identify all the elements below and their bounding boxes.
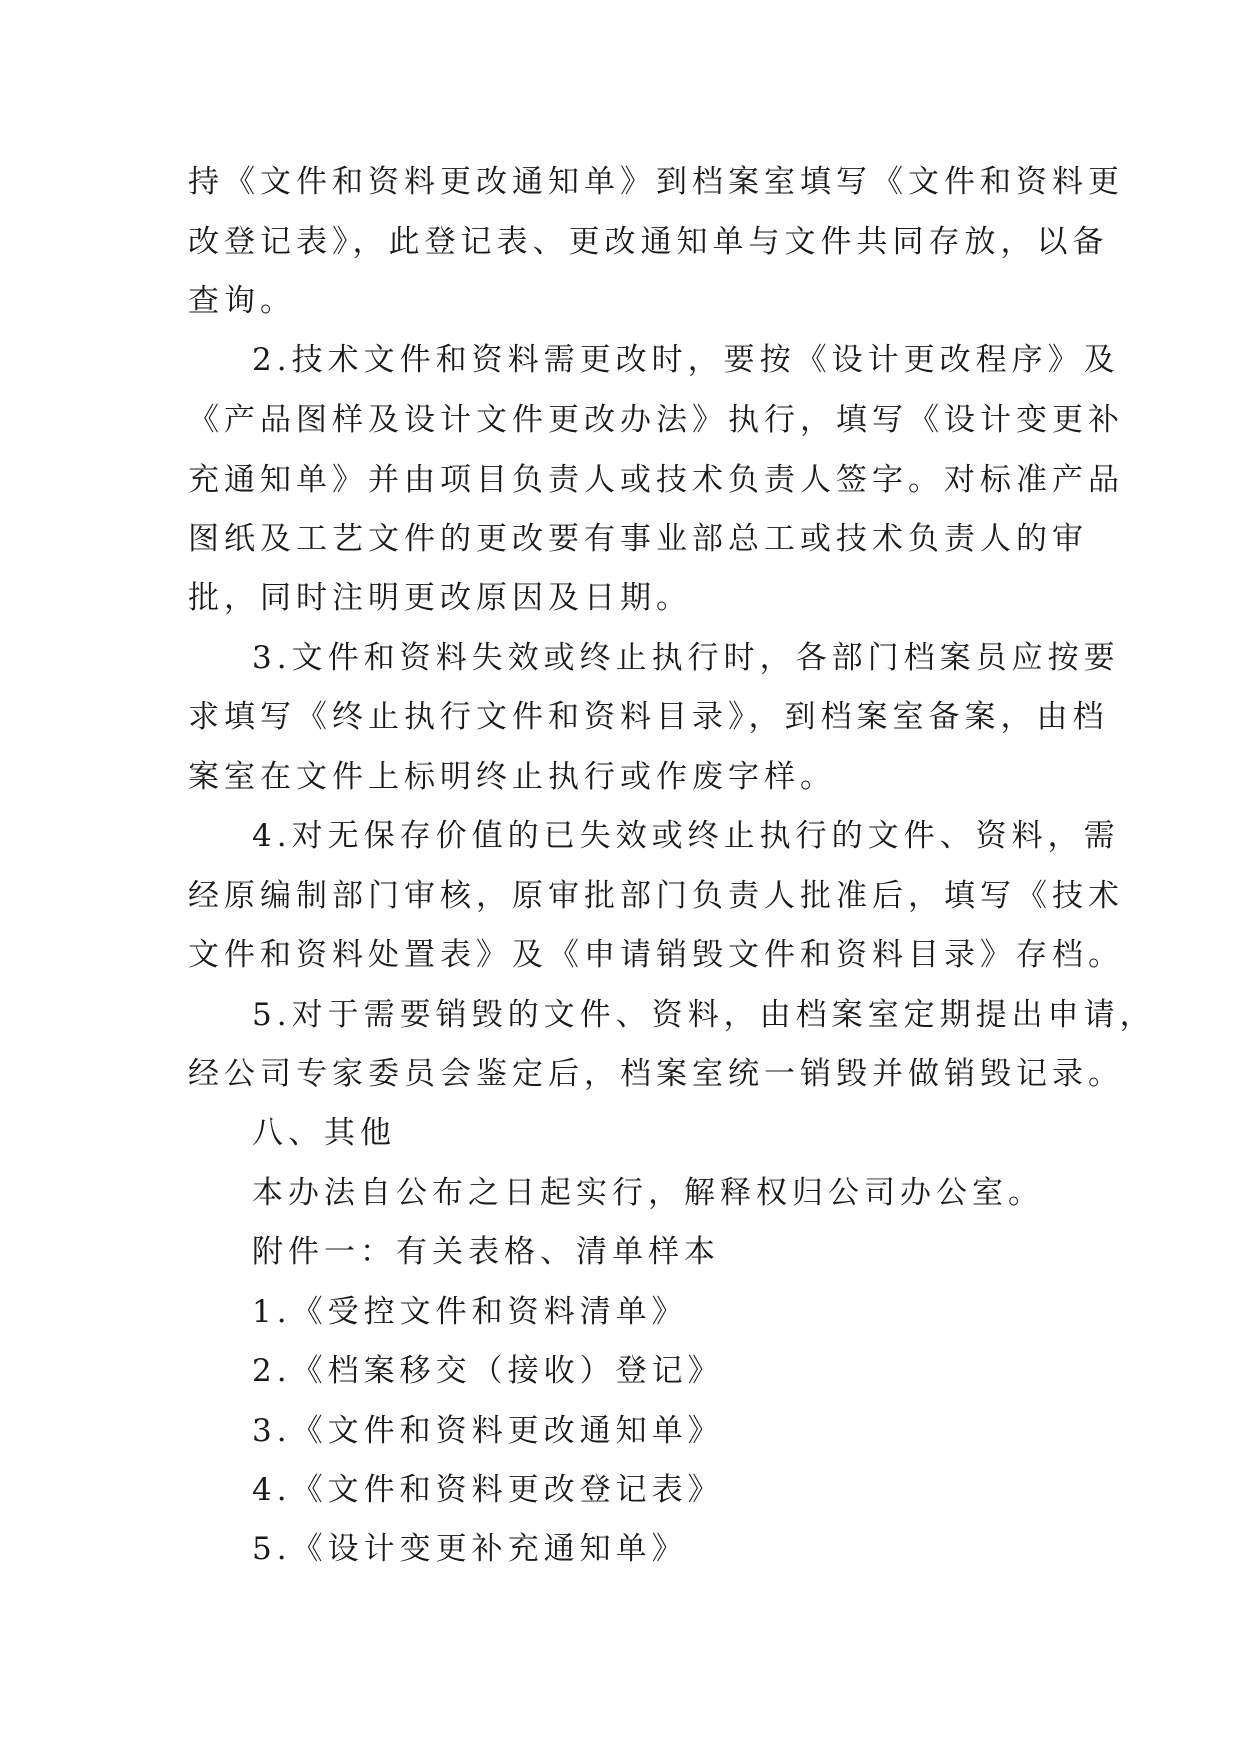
paragraph-line: 查询。 [188, 283, 296, 319]
paragraph-line: 案室在文件上标明终止执行或作废字样。 [188, 759, 836, 795]
paragraph-line: 充通知单》并由项目负责人或技术负责人签字。对标准产品 [188, 462, 1124, 498]
paragraph-line: 本办法自公布之日起实行，解释权归公司办公室。 [252, 1175, 1044, 1211]
paragraph-line: 改登记表》，此登记表、更改通知单与文件共同存放，以备 [188, 224, 1109, 260]
attachment-item: 4.《文件和资料更改登记表》 [252, 1472, 724, 1508]
attachment-item: 2.《档案移交（接收）登记》 [252, 1353, 724, 1389]
paragraph-line: 2.技术文件和资料需更改时，要按《设计更改程序》及 [252, 342, 1120, 378]
paragraph-line: 5.对于需要销毁的文件、资料，由档案室定期提出申请， [252, 997, 1156, 1033]
paragraph-line: 《产品图样及设计文件更改办法》执行，填写《设计变更补 [188, 402, 1124, 438]
paragraph-line: 经公司专家委员会鉴定后，档案室统一销毁并做销毁记录。 [188, 1056, 1124, 1092]
attachment-item: 3.《文件和资料更改通知单》 [252, 1413, 724, 1449]
paragraph-line: 持《文件和资料更改通知单》到档案室填写《文件和资料更 [188, 164, 1124, 200]
attachment-item: 5.《设计变更补充通知单》 [252, 1531, 688, 1567]
attachment-item: 1.《受控文件和资料清单》 [252, 1294, 688, 1330]
attachment-heading: 附件一：有关表格、清单样本 [252, 1234, 720, 1270]
paragraph-line: 求填写《终止执行文件和资料目录》，到档案室备案，由档 [188, 699, 1109, 735]
paragraph-line: 4.对无保存价值的已失效或终止执行的文件、资料，需 [252, 818, 1120, 854]
paragraph-line: 文件和资料处置表》及《申请销毁文件和资料目录》存档。 [188, 937, 1124, 973]
paragraph-line: 图纸及工艺文件的更改要有事业部总工或技术负责人的审 [188, 521, 1088, 557]
paragraph-line: 批，同时注明更改原因及日期。 [188, 580, 692, 616]
paragraph-line: 经原编制部门审核，原审批部门负责人批准后，填写《技术 [188, 878, 1124, 914]
paragraph-line: 3.文件和资料失效或终止执行时，各部门档案员应按要 [252, 640, 1120, 676]
section-heading: 八、其他 [252, 1115, 396, 1151]
